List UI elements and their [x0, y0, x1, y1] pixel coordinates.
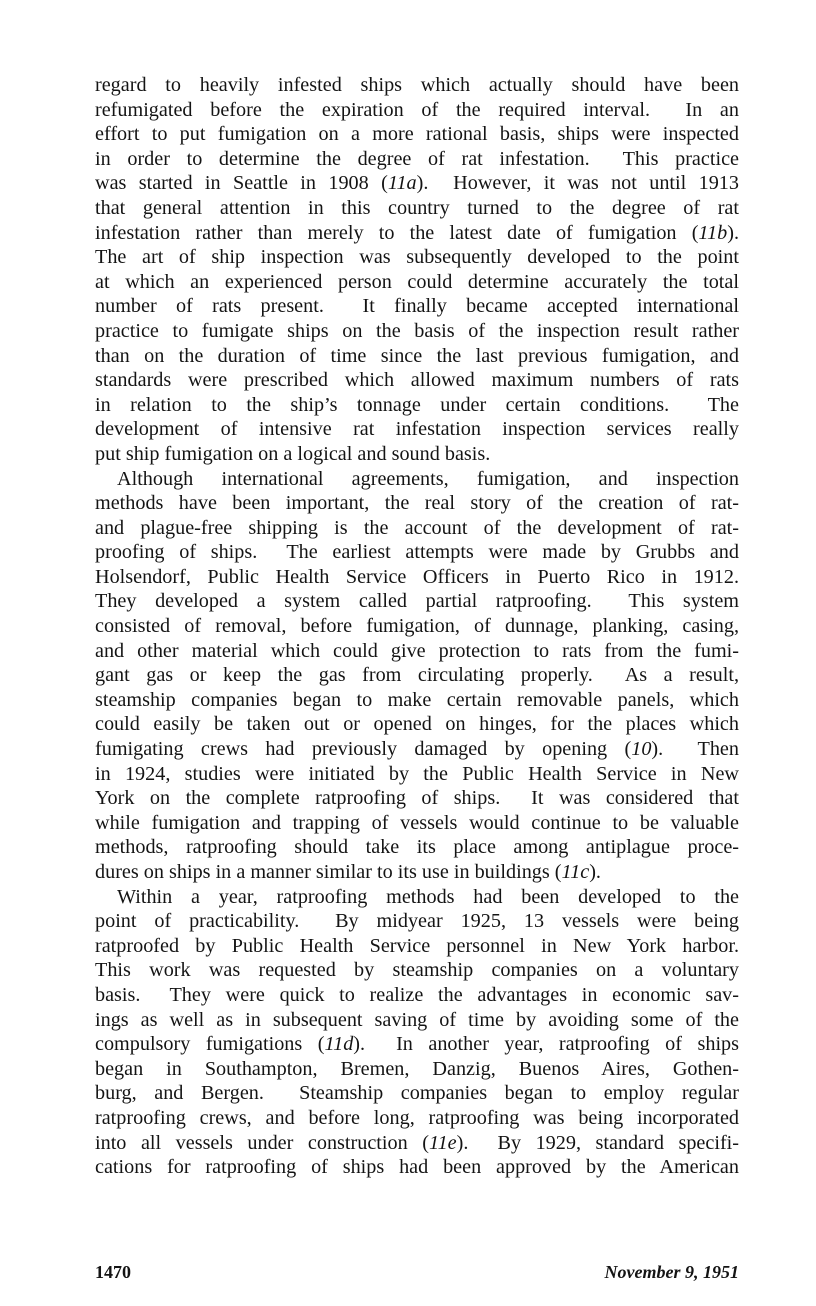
text-line: and other material which could give protection to rats from the fumi-: [95, 639, 739, 662]
text-line: refumigated before the expiration of the required interval. In an: [95, 98, 739, 121]
text-line: This work was requested by steamship companies on a voluntary: [95, 959, 739, 982]
text-line: The art of ship inspection was subsequently developed to the point: [95, 246, 739, 269]
text-line: Although international agreements, fumigation, and inspection: [117, 467, 739, 490]
text-line: methods have been important, the real story of the creation of rat-: [95, 492, 739, 515]
text-line: effort to put fumigation on a more rational basis, ships were inspected: [95, 123, 739, 146]
text-line: into all vessels under construction (11e). By 1929, standard specifi-: [95, 1131, 739, 1154]
paragraph: [95, 885, 739, 1180]
text-line: in 1924, studies were initiated by the Public Health Service in New: [95, 762, 739, 785]
text-line: ings as well as in subsequent saving of time by avoiding some of the: [95, 1008, 739, 1031]
text-line: methods, ratproofing should take its place among antiplague proce-: [95, 836, 739, 859]
text-line: point of practicability. By midyear 1925, 13 vessels were being: [95, 910, 739, 933]
text-line: They developed a system called partial ratproofing. This system: [95, 590, 739, 613]
page-footer: [95, 1262, 739, 1286]
text-line: compulsory fumigations (11d). In another year, ratproofing of ships: [95, 1033, 740, 1056]
reference-marker: 11c: [561, 861, 590, 883]
text-line: while fumigation and trapping of vessels would continue to be valuable: [95, 811, 739, 834]
text-line: dures on ships in a manner similar to its use in buildings (11c).: [95, 861, 601, 883]
page-number: 1470: [95, 1262, 131, 1282]
text-line: was started in Seattle in 1908 (11a). However, it was not until 1913: [95, 172, 739, 195]
text-line: Within a year, ratproofing methods had been developed to the: [117, 885, 739, 908]
text-line: standards were prescribed which allowed maximum numbers of rats: [95, 369, 739, 392]
publication-date: November 9, 1951: [604, 1262, 739, 1282]
document-body: [95, 73, 739, 1180]
text-line: cations for ratproofing of ships had been approved by the American: [95, 1156, 739, 1179]
paragraph: [95, 467, 739, 885]
text-line: put ship fumigation on a logical and sound basis.: [95, 442, 491, 465]
paragraph: [95, 73, 739, 467]
text-line: began in Southampton, Bremen, Danzig, Buenos Aires, Gothen-: [95, 1057, 739, 1080]
text-line: steamship companies began to make certain removable panels, which: [95, 688, 739, 711]
text-line: number of rats present. It finally became accepted international: [95, 295, 739, 318]
text-line: proofing of ships. The earliest attempts were made by Grubbs and: [95, 541, 739, 564]
text-line: infestation rather than merely to the latest date of fumigation (11b).: [95, 221, 739, 244]
text-line: regard to heavily infested ships which actually should have been: [95, 74, 739, 96]
text-line: practice to fumigate ships on the basis of the inspection result rather: [95, 319, 739, 342]
text-line: York on the complete ratproofing of ships. It was considered that: [95, 787, 739, 810]
text-line: that general attention in this country turned to the degree of rat: [95, 196, 739, 219]
text-line: basis. They were quick to realize the advantages in economic sav-: [95, 983, 739, 1006]
text-line: and plague-free shipping is the account of the development of rat-: [95, 516, 739, 539]
text-line: Holsendorf, Public Health Service Officers in Puerto Rico in 1912.: [95, 565, 739, 588]
reference-marker: 11e: [428, 1131, 457, 1154]
text-line: could easily be taken out or opened on hinges, for the places which: [95, 713, 739, 736]
reference-marker: 11d: [324, 1033, 354, 1056]
reference-marker: 10: [631, 738, 652, 761]
text-line: than on the duration of time since the last previous fumigation, and: [95, 344, 739, 367]
text-line: burg, and Bergen. Steamship companies began to employ regular: [95, 1082, 739, 1105]
text-line: fumigating crews had previously damaged by opening (10). Then: [95, 738, 739, 761]
text-line: development of intensive rat infestation inspection services really: [95, 418, 739, 441]
text-line: in relation to the ship’s tonnage under certain conditions. The: [95, 393, 739, 416]
text-line: in order to determine the degree of rat infestation. This practice: [95, 147, 739, 170]
text-line: consisted of removal, before fumigation, of dunnage, planking, casing,: [95, 615, 739, 638]
reference-marker: 11a: [387, 172, 417, 195]
text-line: gant gas or keep the gas from circulating properly. As a result,: [95, 664, 739, 687]
reference-marker: 11b: [698, 221, 728, 244]
text-line: ratproofing crews, and before long, ratproofing was being incorporated: [95, 1106, 739, 1129]
text-line: ratproofed by Public Health Service personnel in New York harbor.: [95, 934, 739, 957]
text-line: at which an experienced person could determine accurately the total: [95, 270, 739, 293]
